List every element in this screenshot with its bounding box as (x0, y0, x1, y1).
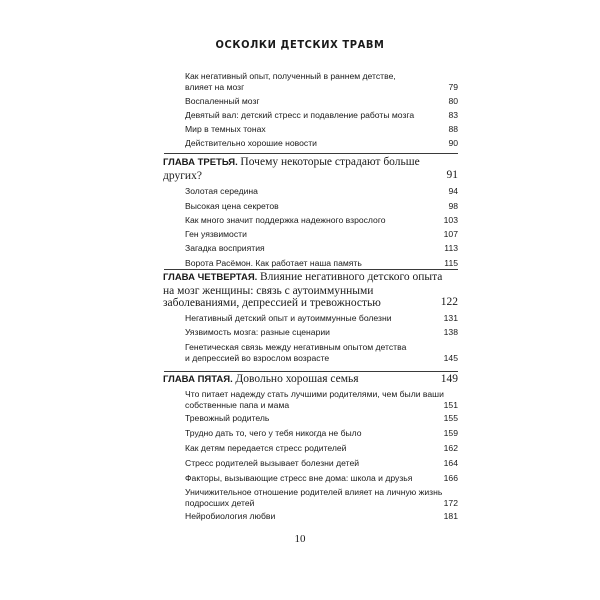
chapter-title-text: Довольно хорошая семья (235, 373, 359, 385)
chapter-label: ГЛАВА ЧЕТВЕРТАЯ. (163, 272, 260, 283)
toc-entry-title: Уничижительное отношение родителей влияет на личную жизнь (185, 487, 443, 497)
toc-entry-title: Стресс родителей вызывает болезни детей (185, 458, 360, 468)
toc-entry-page: 172 (443, 497, 458, 508)
toc-entry-page: 131 (443, 313, 458, 323)
toc-entry-page: 113 (444, 243, 458, 253)
chapter-title-text: на мозг женщины: связь с аутоиммунными (163, 284, 374, 297)
toc-entry[interactable] (185, 110, 455, 121)
running-head: ОСКОЛКИ ДЕТСКИХ ТРАВМ (215, 38, 385, 51)
toc-entry-title: Генетическая связь между негативным опытом детства (185, 342, 407, 352)
chapter-title-text: заболеваниями, депрессией и тревожностью (163, 297, 381, 309)
toc-entry-title: собственные папа и мама (185, 399, 290, 410)
toc-entry[interactable] (185, 473, 455, 484)
toc-entry[interactable] (185, 258, 455, 269)
toc-entry-title: и депрессией во взрослом возрасте (185, 352, 330, 363)
toc-entry-page: 107 (443, 229, 458, 239)
chapter-divider (164, 269, 458, 270)
toc-entry-title: Что питает надежду стать лучшими родителями, чем были ваши (185, 389, 444, 399)
toc-entry[interactable] (185, 124, 455, 135)
toc-entry-title: влияет на мозг (185, 81, 245, 92)
toc-entry[interactable] (185, 138, 455, 149)
toc-entry-page: 181 (443, 511, 458, 521)
toc-entry-page: 145 (443, 352, 458, 363)
chapter-divider (164, 153, 458, 154)
chapter-label: ГЛАВА ПЯТАЯ. (163, 374, 236, 385)
toc-entry-page: 83 (448, 110, 458, 120)
toc-entry-title: Мир в темных тонах (185, 124, 266, 134)
chapter-page-number: 122 (440, 296, 458, 308)
toc-entry-page: 166 (443, 473, 458, 483)
toc-entry[interactable] (185, 413, 455, 424)
toc-entry[interactable] (185, 487, 455, 508)
chapter-title-line (163, 156, 463, 170)
toc-entry-title: Тревожный родитель (185, 413, 270, 423)
toc-entry-page: 98 (448, 201, 458, 211)
toc-entry-page: 103 (443, 215, 458, 225)
chapter-title-text: других? (163, 169, 202, 182)
toc-entry-title: Факторы, вызывающие стресс вне дома: школа и друзья (185, 473, 413, 483)
toc-entry[interactable] (185, 229, 455, 240)
toc-entry[interactable] (185, 201, 455, 212)
toc-entry-title: Как детям передается стресс родителей (185, 443, 347, 453)
toc-entry-title: Золотая середина (185, 186, 258, 196)
toc-entry-page: 162 (443, 443, 458, 453)
toc-entry-page: 138 (443, 327, 458, 337)
toc-entry[interactable] (185, 186, 455, 197)
toc-entry[interactable] (185, 389, 455, 410)
toc-entry[interactable] (185, 327, 455, 338)
chapter-title-text: Влияние негативного детского опыта (259, 271, 443, 283)
chapter-title-text: Почему некоторые страдают больше (240, 156, 420, 168)
toc-entry-title: Трудно дать то, чего у тебя никогда не было (185, 428, 362, 438)
toc-entry-page: 115 (444, 258, 458, 268)
toc-entry-page: 155 (443, 413, 458, 423)
toc-entry-title: Как много значит поддержка надежного взрослого (185, 215, 386, 225)
chapter-page-number: 149 (440, 373, 458, 385)
toc-entry-page: 164 (443, 458, 458, 468)
toc-entry[interactable] (185, 511, 455, 522)
toc-entry-title: Ген уязвимости (185, 229, 247, 239)
toc-entry[interactable] (185, 96, 455, 107)
toc-entry[interactable] (185, 215, 455, 226)
toc-entry-page: 88 (448, 124, 458, 134)
chapter-divider (164, 371, 458, 372)
toc-entry[interactable] (185, 243, 455, 254)
toc-entry-title: Высокая цена секретов (185, 201, 279, 211)
toc-entry-title: Загадка восприятия (185, 243, 265, 253)
toc-entry-page: 159 (443, 428, 458, 438)
toc-entry-title: Ворота Расёмон. Как работает наша память (185, 258, 362, 268)
toc-entry-title: Нейробиология любви (185, 511, 276, 521)
toc-entry-title: Девятый вал: детский стресс и подавление работы мозга (185, 110, 415, 120)
toc-entry-title: Как негативный опыт, полученный в раннем детстве, (185, 71, 396, 81)
toc-entry[interactable] (185, 71, 455, 92)
toc-entry-title: Воспаленный мозг (185, 96, 260, 106)
chapter-label: ГЛАВА ТРЕТЬЯ. (163, 157, 241, 168)
toc-entry-title: Негативный детский опыт и аутоиммунные болезни (185, 313, 392, 323)
toc-entry-page: 94 (448, 186, 458, 196)
toc-entry[interactable] (185, 428, 455, 439)
toc-entry-page: 90 (448, 138, 458, 148)
chapter-page-number: 91 (446, 168, 458, 181)
toc-entry[interactable] (185, 313, 455, 324)
chapter-title-line (163, 271, 463, 285)
toc-entry-title: Уязвимость мозга: разные сценарии (185, 327, 330, 337)
toc-entry-page: 151 (443, 399, 458, 410)
toc-entry[interactable] (185, 342, 455, 363)
toc-entry-page: 79 (448, 81, 458, 92)
toc-entry[interactable] (185, 443, 455, 454)
toc-entry-title: подросших детей (185, 497, 255, 508)
page-number: 10 (294, 533, 306, 545)
toc-entry[interactable] (185, 458, 455, 469)
toc-entry-title: Действительно хорошие новости (185, 138, 317, 148)
toc-entry-page: 80 (448, 96, 458, 106)
